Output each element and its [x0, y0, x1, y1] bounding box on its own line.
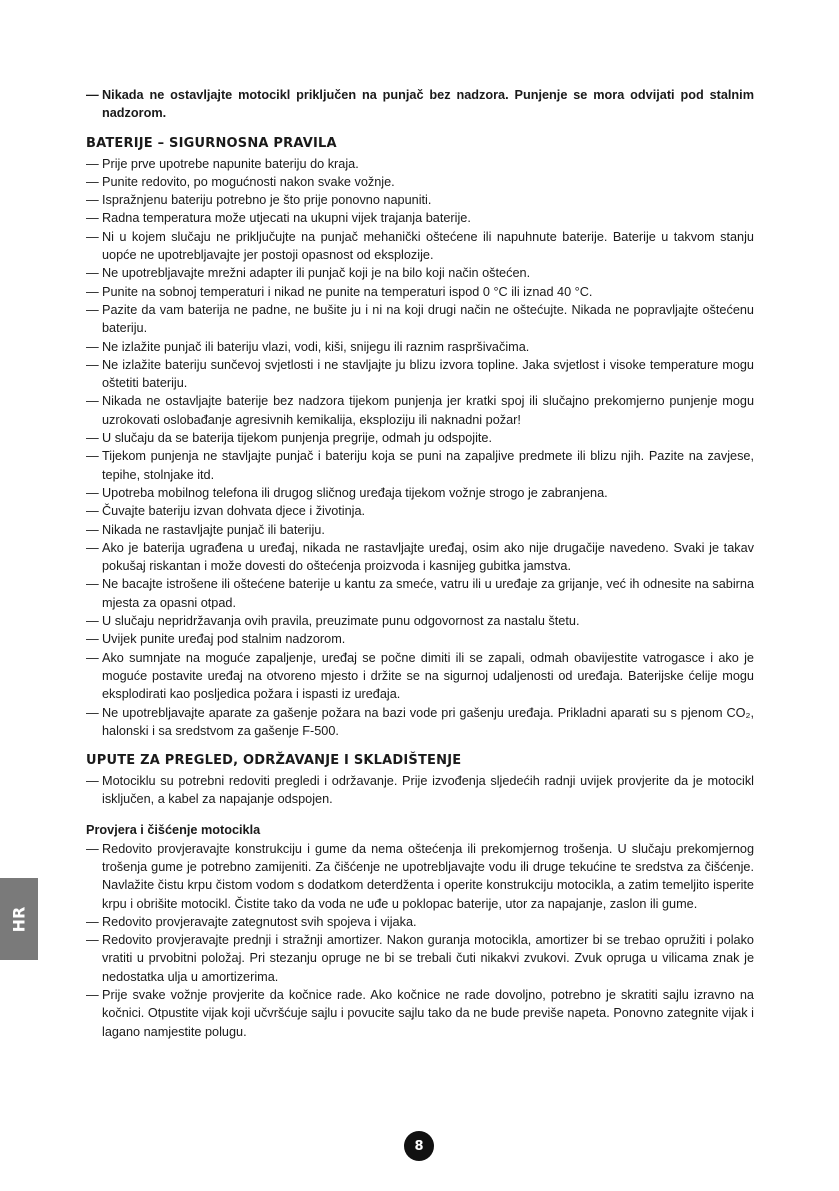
list-item-text: Ako je baterija ugrađena u uređaj, nikada ne rastavljajte uređaj, osim ako nije drugačije navedeno. Svaki je takav pokušaj riskantan i može dovesti do oštećenja proizvoda i kasnijeg gubitka jamstva. — [102, 540, 754, 574]
list-item-text: Redovito provjeravajte prednji i stražnji amortizer. Nakon guranja motocikla, amortizer bi se trebao opružiti i polako vratiti u prvobitni položaj. Pri stezanju opruge ne bi se trebali čuti nikakvi zvukovi. Zvuk opruga u vilicama znak je nedostatka ulja u amortizerima. — [102, 933, 754, 984]
check-list — [86, 840, 754, 1041]
language-tab-label: HR — [9, 906, 29, 932]
list-item — [86, 429, 754, 447]
list-item — [86, 539, 754, 576]
list-item-text: Radna temperatura može utjecati na ukupni vijek trajanja baterije. — [102, 211, 471, 226]
list-item — [86, 484, 754, 502]
page-number-badge — [404, 1131, 434, 1161]
list-item-text: Nikada ne rastavljajte punjač ili bateriju. — [102, 522, 325, 537]
page-number: 8 — [414, 1138, 424, 1154]
list-item — [86, 704, 754, 741]
list-item — [86, 521, 754, 539]
list-item — [86, 772, 754, 809]
list-item-text: Prije prve upotrebe napunite bateriju do kraja. — [102, 156, 359, 171]
list-item-text: Ne bacajte istrošene ili oštećene baterije u kantu za smeće, vatru ili u uređaje za grijanje, već ih odnesite na sabirna mjesta za opasni otpad. — [102, 577, 754, 610]
list-item — [86, 447, 754, 484]
list-item — [86, 575, 754, 612]
list-item — [86, 356, 754, 393]
page-content — [86, 86, 754, 1041]
language-tab — [0, 878, 38, 960]
list-item-text: Čuvajte bateriju izvan dohvata djece i životinja. — [102, 504, 366, 519]
list-item — [86, 209, 754, 227]
list-item — [86, 338, 754, 356]
list-item — [86, 986, 754, 1041]
list-item — [86, 301, 754, 338]
list-item-text: Pazite da vam baterija ne padne, ne bušite ju i ni na koji drugi način ne oštećujte. Nikada ne popravljajte oštećenu bateriju. — [102, 302, 754, 336]
list-item-text: Tijekom punjenja ne stavljajte punjač i bateriju koja se puni na zapaljive predmete ili blizu njih. Pazite na zavjese, tepihe, stolnjake itd. — [102, 449, 754, 482]
list-item-text: Punite na sobnoj temperaturi i nikad ne punite na temperaturi ispod 0 °C ili iznad 40 °C. — [102, 284, 593, 299]
list-item — [86, 913, 754, 931]
list-item-text: Redovito provjeravajte zategnutost svih spojeva i vijaka. — [102, 914, 417, 929]
list-item — [86, 228, 754, 265]
list-item — [86, 86, 754, 123]
list-item-text: Uvijek punite uređaj pod stalnim nadzorom. — [102, 632, 346, 647]
maintenance-heading: UPUTE ZA PREGLED, ODRŽAVANJE I SKLADIŠTENJE — [86, 753, 462, 769]
list-item-text: Punite redovito, po mogućnosti nakon svake vožnje. — [102, 174, 395, 189]
list-item-text: Prije svake vožnje provjerite da kočnice rade. Ako kočnice ne rade dovoljno, potrebno je skratiti sajlu izravno na kočnici. Otpustite vijak koji učvršćuje sajlu i povucite sajlu tako da ne bude previše napeta. Ponovno zategnite vijak i lagano namjestite polugu. — [102, 988, 754, 1039]
list-item-text: Ne izlažite punjač ili bateriju vlazi, vodi, kiši, snijegu ili raznim raspršivačima. — [102, 339, 530, 354]
list-item-text: Ispražnjenu bateriju potrebno je što prije ponovno napuniti. — [102, 193, 432, 208]
list-item-text: Nikada ne ostavljajte baterije bez nadzora tijekom punjenja jer kratki spoj ili slučajno prekomjerno punjenje mogu uzrokovati oslobađanje agresivnih kemikalija, eksploziju ili naknadni požar! — [102, 394, 754, 427]
battery-safety-heading: BATERIJE – SIGURNOSNA PRAVILA — [86, 135, 337, 151]
list-item-text: Upotreba mobilnog telefona ili drugog sličnog uređaja tijekom vožnje strogo je zabranjena. — [102, 485, 608, 500]
list-item-text: Ne izlažite bateriju sunčevoj svjetlosti i ne stavljajte ju blizu izvora topline. Jaka svjetlost i visoke temperature mogu oštetiti bateriju. — [102, 357, 754, 391]
list-item — [86, 264, 754, 282]
list-item — [86, 612, 754, 630]
list-item — [86, 502, 754, 520]
battery-safety-list — [86, 155, 754, 741]
list-item-text: Ne upotrebljavajte mrežni adapter ili punjač koji je na bilo koji način oštećen. — [102, 266, 531, 281]
list-item — [86, 630, 754, 648]
list-item-text: Nikada ne ostavljajte motocikl priključen na punjač bez nadzora. Punjenje se mora odvijati pod stalnim nadzorom. — [102, 88, 754, 121]
list-item-text: U slučaju nepridržavanja ovih pravila, preuzimate punu odgovornost za nastalu štetu. — [102, 614, 580, 629]
list-item — [86, 392, 754, 429]
list-item-text: Ni u kojem slučaju ne priključujte na punjač mehanički oštećene ili napuhnute baterije. Baterije u takvom stanju uopće ne upotrebljavajte jer postoji opasnost od eksplozije. — [102, 229, 754, 263]
list-item — [86, 283, 754, 301]
check-subheading: Provjera i čišćenje motocikla — [86, 822, 261, 837]
list-item — [86, 191, 754, 209]
list-item — [86, 840, 754, 913]
list-item-text: Ako sumnjate na moguće zapaljenje, uređaj se počne dimiti ili se zapali, odmah obavijestite vatrogasce i ako je moguće postavite uređaj na otvoreno mjesto i držite se na sigurnoj udaljenosti od uređaja. Baterijske ćelije mogu eksplodirati kao posljedica požara i ispasti iz uređaja. — [102, 650, 754, 702]
list-item — [86, 155, 754, 173]
maintenance-list — [86, 772, 754, 809]
list-item-text: Motociklu su potrebni redoviti pregledi i održavanje. Prije izvođenja sljedećih radnji uvijek provjerite da je motocikl isključen, a kabel za napajanje odspojen. — [102, 774, 754, 807]
list-item — [86, 649, 754, 704]
list-item-text: Redovito provjeravajte konstrukciju i gume da nema oštećenja ili prekomjernog trošenja. U slučaju prekomjernog trošenja gume je potrebno zamijeniti. Za čišćenje ne upotrebljavajte vodu ili druge tekućine te sredstva za čišćenje. Navlažite čistu krpu čistom vodom s dodatkom deterdženta i operite konstrukciju motocikla, a zatim temeljito isperite krpu i obrišite motocikl. Čistite tako da voda ne uđe u poklopac baterije, utor za napajanje, zaslon ili gume. — [102, 841, 754, 911]
intro-list — [86, 86, 754, 123]
list-item — [86, 931, 754, 986]
list-item-text: U slučaju da se baterija tijekom punjenja pregrije, odmah ju odspojite. — [102, 431, 493, 446]
list-item — [86, 173, 754, 191]
list-item-text: Ne upotrebljavajte aparate za gašenje požara na bazi vode pri gašenju uređaja. Prikladni aparati su s pjenom CO₂, halonski i sa sredstvom za gašenje F-500. — [102, 705, 754, 738]
